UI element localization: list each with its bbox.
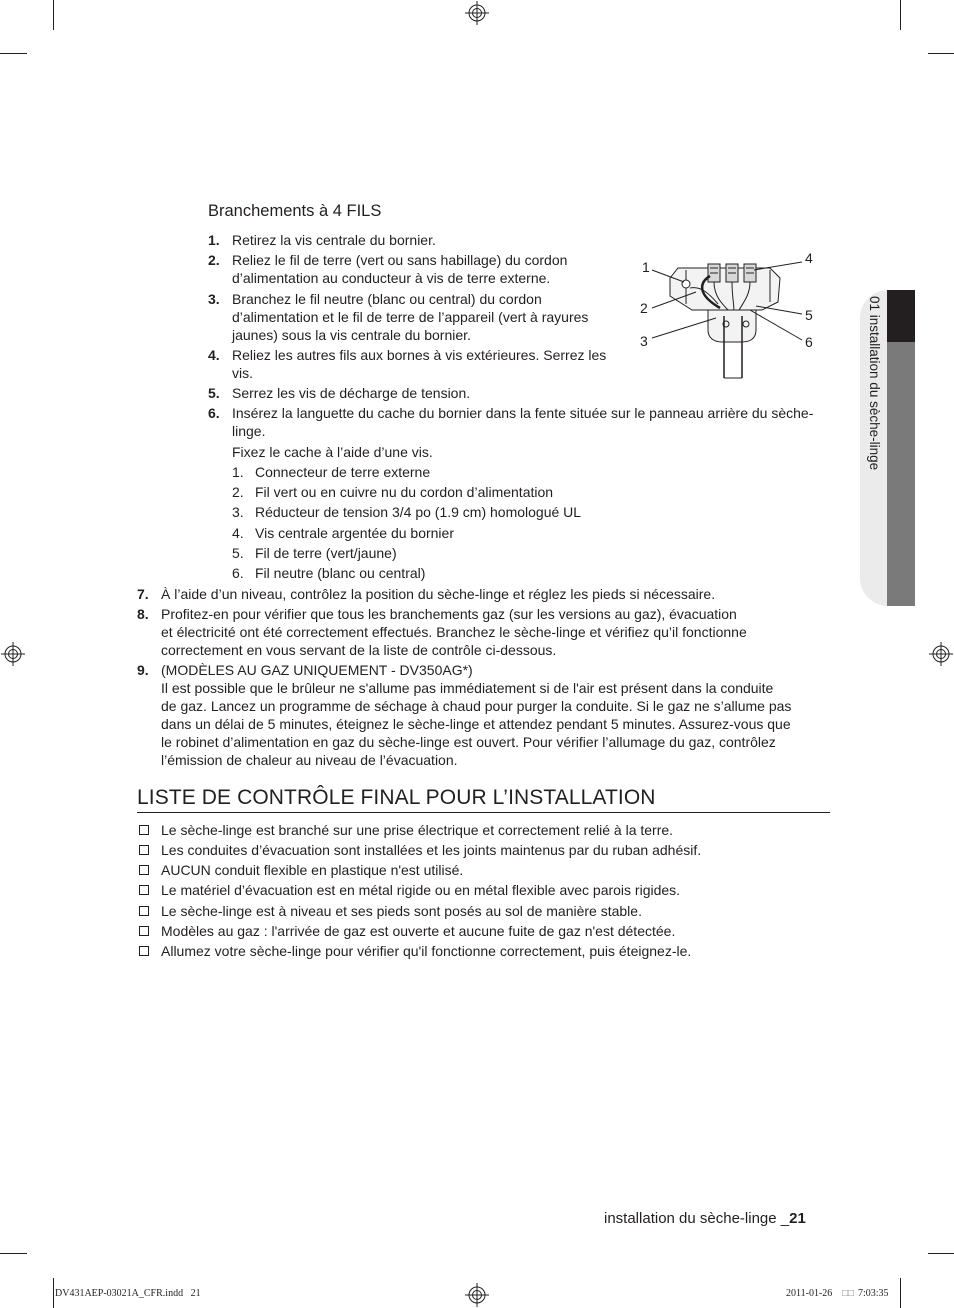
checklist-title: LISTE DE CONTRÔLE FINAL POUR L’INSTALLATION: [137, 786, 656, 809]
side-tab-text: 01 installation du sèche-linge: [867, 296, 882, 471]
step-text: correctement en vous servant de la liste de contrôle ci-dessous.: [161, 642, 557, 658]
registration-mark-icon: [929, 642, 953, 666]
crop-mark: [53, 0, 54, 30]
step-text: Insérez la languette du cache du bornier dans la fente située sur le panneau arrière du sèche-: [232, 405, 814, 421]
step-text: jaunes) sous la vis centrale du bornier.: [232, 327, 471, 343]
slug-time: 7:03:35: [858, 1288, 889, 1299]
legend-text: Fil de terre (vert/jaune): [255, 545, 397, 561]
step-number: 7.: [137, 586, 149, 602]
step-text: linge.: [232, 423, 266, 439]
step-text: d’alimentation et le fil de terre de l’appareil (vert à rayures: [232, 309, 589, 325]
step-3: [208, 290, 628, 344]
crop-mark: [0, 1253, 27, 1254]
step-text: Reliez le fil de terre (vert ou sans habillage) du cordon: [232, 252, 568, 268]
legend-text: Fil vert ou en cuivre nu du cordon d’alimentation: [255, 484, 554, 500]
step-text: Reliez les autres fils aux bornes à vis extérieures. Serrez les: [232, 347, 607, 363]
crop-mark: [928, 1253, 954, 1254]
crop-mark: [0, 53, 27, 54]
checkbox-icon: [139, 825, 149, 835]
step-8: [137, 605, 830, 659]
step-text: Branchez le fil neutre (blanc ou central) du cordon: [232, 291, 542, 307]
step-text: Profitez-en pour vérifier que tous les branchements gaz (sur les versions au gaz), évacuation: [161, 606, 737, 622]
step-text: l’émission de chaleur au niveau de l’évacuation.: [161, 752, 458, 768]
step-9: [137, 661, 830, 769]
checkbox-icon: [139, 926, 149, 936]
registration-mark-icon: [1, 642, 25, 666]
step-number: 1.: [208, 232, 220, 248]
diagram-label-6: 6: [805, 334, 813, 350]
section-subtitle: Branchements à 4 FILS: [208, 202, 382, 220]
crop-mark: [900, 0, 901, 30]
step-text: d’alimentation au conducteur à vis de terre externe.: [232, 270, 551, 286]
checklist-text: Le sèche-linge est branché sur une prise électrique et correctement relié à la terre.: [161, 822, 674, 838]
step-text: Il est possible que le brûleur ne s'allume pas immédiatement si de l'air est présent dans la conduite: [161, 680, 774, 696]
step-6: [208, 404, 830, 440]
crop-mark: [53, 1278, 54, 1308]
slug-file: DV431AEP-03021A_CFR.indd 21: [55, 1288, 201, 1299]
checkbox-icon: [139, 946, 149, 956]
step-text: le robinet d’alimentation en gaz du sèche-linge est ouvert. Pour vérifier l’allumage du gaz, contrôlez: [161, 734, 776, 750]
step-text: (MODÈLES AU GAZ UNIQUEMENT - DV350AG*): [161, 662, 473, 678]
legend-number: 4.: [232, 525, 244, 541]
step-text: de gaz. Lancez un programme de séchage à chaud pour purger la conduite. Si le gaz ne s’allume pas: [161, 698, 792, 714]
crop-mark: [900, 1278, 901, 1308]
checkbox-icon: [139, 885, 149, 895]
step-7: [137, 585, 830, 603]
diagram-label-3: 3: [640, 333, 648, 349]
step-number: 8.: [137, 606, 149, 622]
checkbox-icon: [139, 865, 149, 875]
step-text: À l’aide d’un niveau, contrôlez la position du sèche-linge et réglez les pieds si nécessaire.: [161, 586, 716, 602]
slug-date: 2011-01-26: [786, 1288, 833, 1299]
step-text: dans un délai de 5 minutes, éteignez le sèche-linge et attendez pendant 5 minutes. Assurez-vous que: [161, 716, 791, 732]
step-5: [208, 384, 628, 402]
legend-text: Réducteur de tension 3/4 po (1.9 cm) homologué UL: [255, 504, 582, 520]
checkbox-icon: [139, 845, 149, 855]
side-tab-label: [866, 296, 886, 506]
step-number: 3.: [208, 291, 220, 307]
legend-number: 5.: [232, 545, 244, 561]
step-number: 5.: [208, 385, 220, 401]
diagram-label-1: 1: [642, 259, 650, 275]
legend-text: Fil neutre (blanc ou central): [255, 565, 426, 581]
checklist-text: AUCUN conduit flexible en plastique n'est utilisé.: [161, 862, 464, 878]
terminal-block-illustration: [630, 246, 830, 386]
step-number: 9.: [137, 662, 149, 678]
step-2: [208, 251, 628, 287]
checklist-text: Allumez votre sèche-linge pour vérifier qu'il fonctionne correctement, puis éteignez-le.: [161, 943, 692, 959]
checklist-text: Le sèche-linge est à niveau et ses pieds sont posés au sol de manière stable.: [161, 903, 642, 919]
terminal-block-diagram: [630, 246, 830, 386]
step-text: Serrez les vis de décharge de tension.: [232, 385, 471, 401]
step-4: [208, 346, 628, 382]
checklist-text: Les conduites d’évacuation sont installées et les joints maintenus par du ruban adhésif.: [161, 842, 702, 858]
checklist-text: Le matériel d’évacuation est en métal rigide ou en métal flexible avec parois rigides.: [161, 882, 681, 898]
page-footer: [604, 1210, 806, 1227]
crop-mark: [928, 53, 954, 54]
checkbox-icon: [139, 906, 149, 916]
diagram-label-2: 2: [640, 300, 648, 316]
title-rule: [137, 812, 830, 813]
legend-number: 3.: [232, 504, 244, 520]
step-text: vis.: [232, 365, 253, 381]
diagram-label-4: 4: [805, 250, 813, 266]
fix-note-text: Fixez le cache à l’aide d’une vis.: [232, 444, 433, 460]
side-tab-band: [887, 342, 915, 606]
page-number: 21: [789, 1210, 806, 1227]
legend-number: 6.: [232, 565, 244, 581]
side-tab-marker: [887, 290, 915, 342]
step-1: [208, 231, 628, 249]
checklist-text: Modèles au gaz : l'arrivée de gaz est ouverte et aucune fuite de gaz n'est détectée.: [161, 923, 676, 939]
registration-mark-icon: [465, 1283, 489, 1307]
legend-number: 2.: [232, 484, 244, 500]
footer-text: installation du sèche-linge _: [604, 1210, 790, 1227]
legend-text: Connecteur de terre externe: [255, 464, 431, 480]
legend-text: Vis centrale argentée du bornier: [255, 525, 454, 541]
step-text: Retirez la vis centrale du bornier.: [232, 232, 436, 248]
legend-number: 1.: [232, 464, 244, 480]
diagram-label-5: 5: [805, 307, 813, 323]
step-number: 2.: [208, 252, 220, 268]
slug-garbled: □□: [842, 1288, 855, 1299]
step-text: et électricité ont été correctement effectués. Branchez le sèche-linge et vérifiez qu’il fonctionne: [161, 624, 747, 640]
registration-mark-icon: [465, 1, 489, 25]
step-number: 4.: [208, 347, 220, 363]
step-number: 6.: [208, 405, 220, 421]
